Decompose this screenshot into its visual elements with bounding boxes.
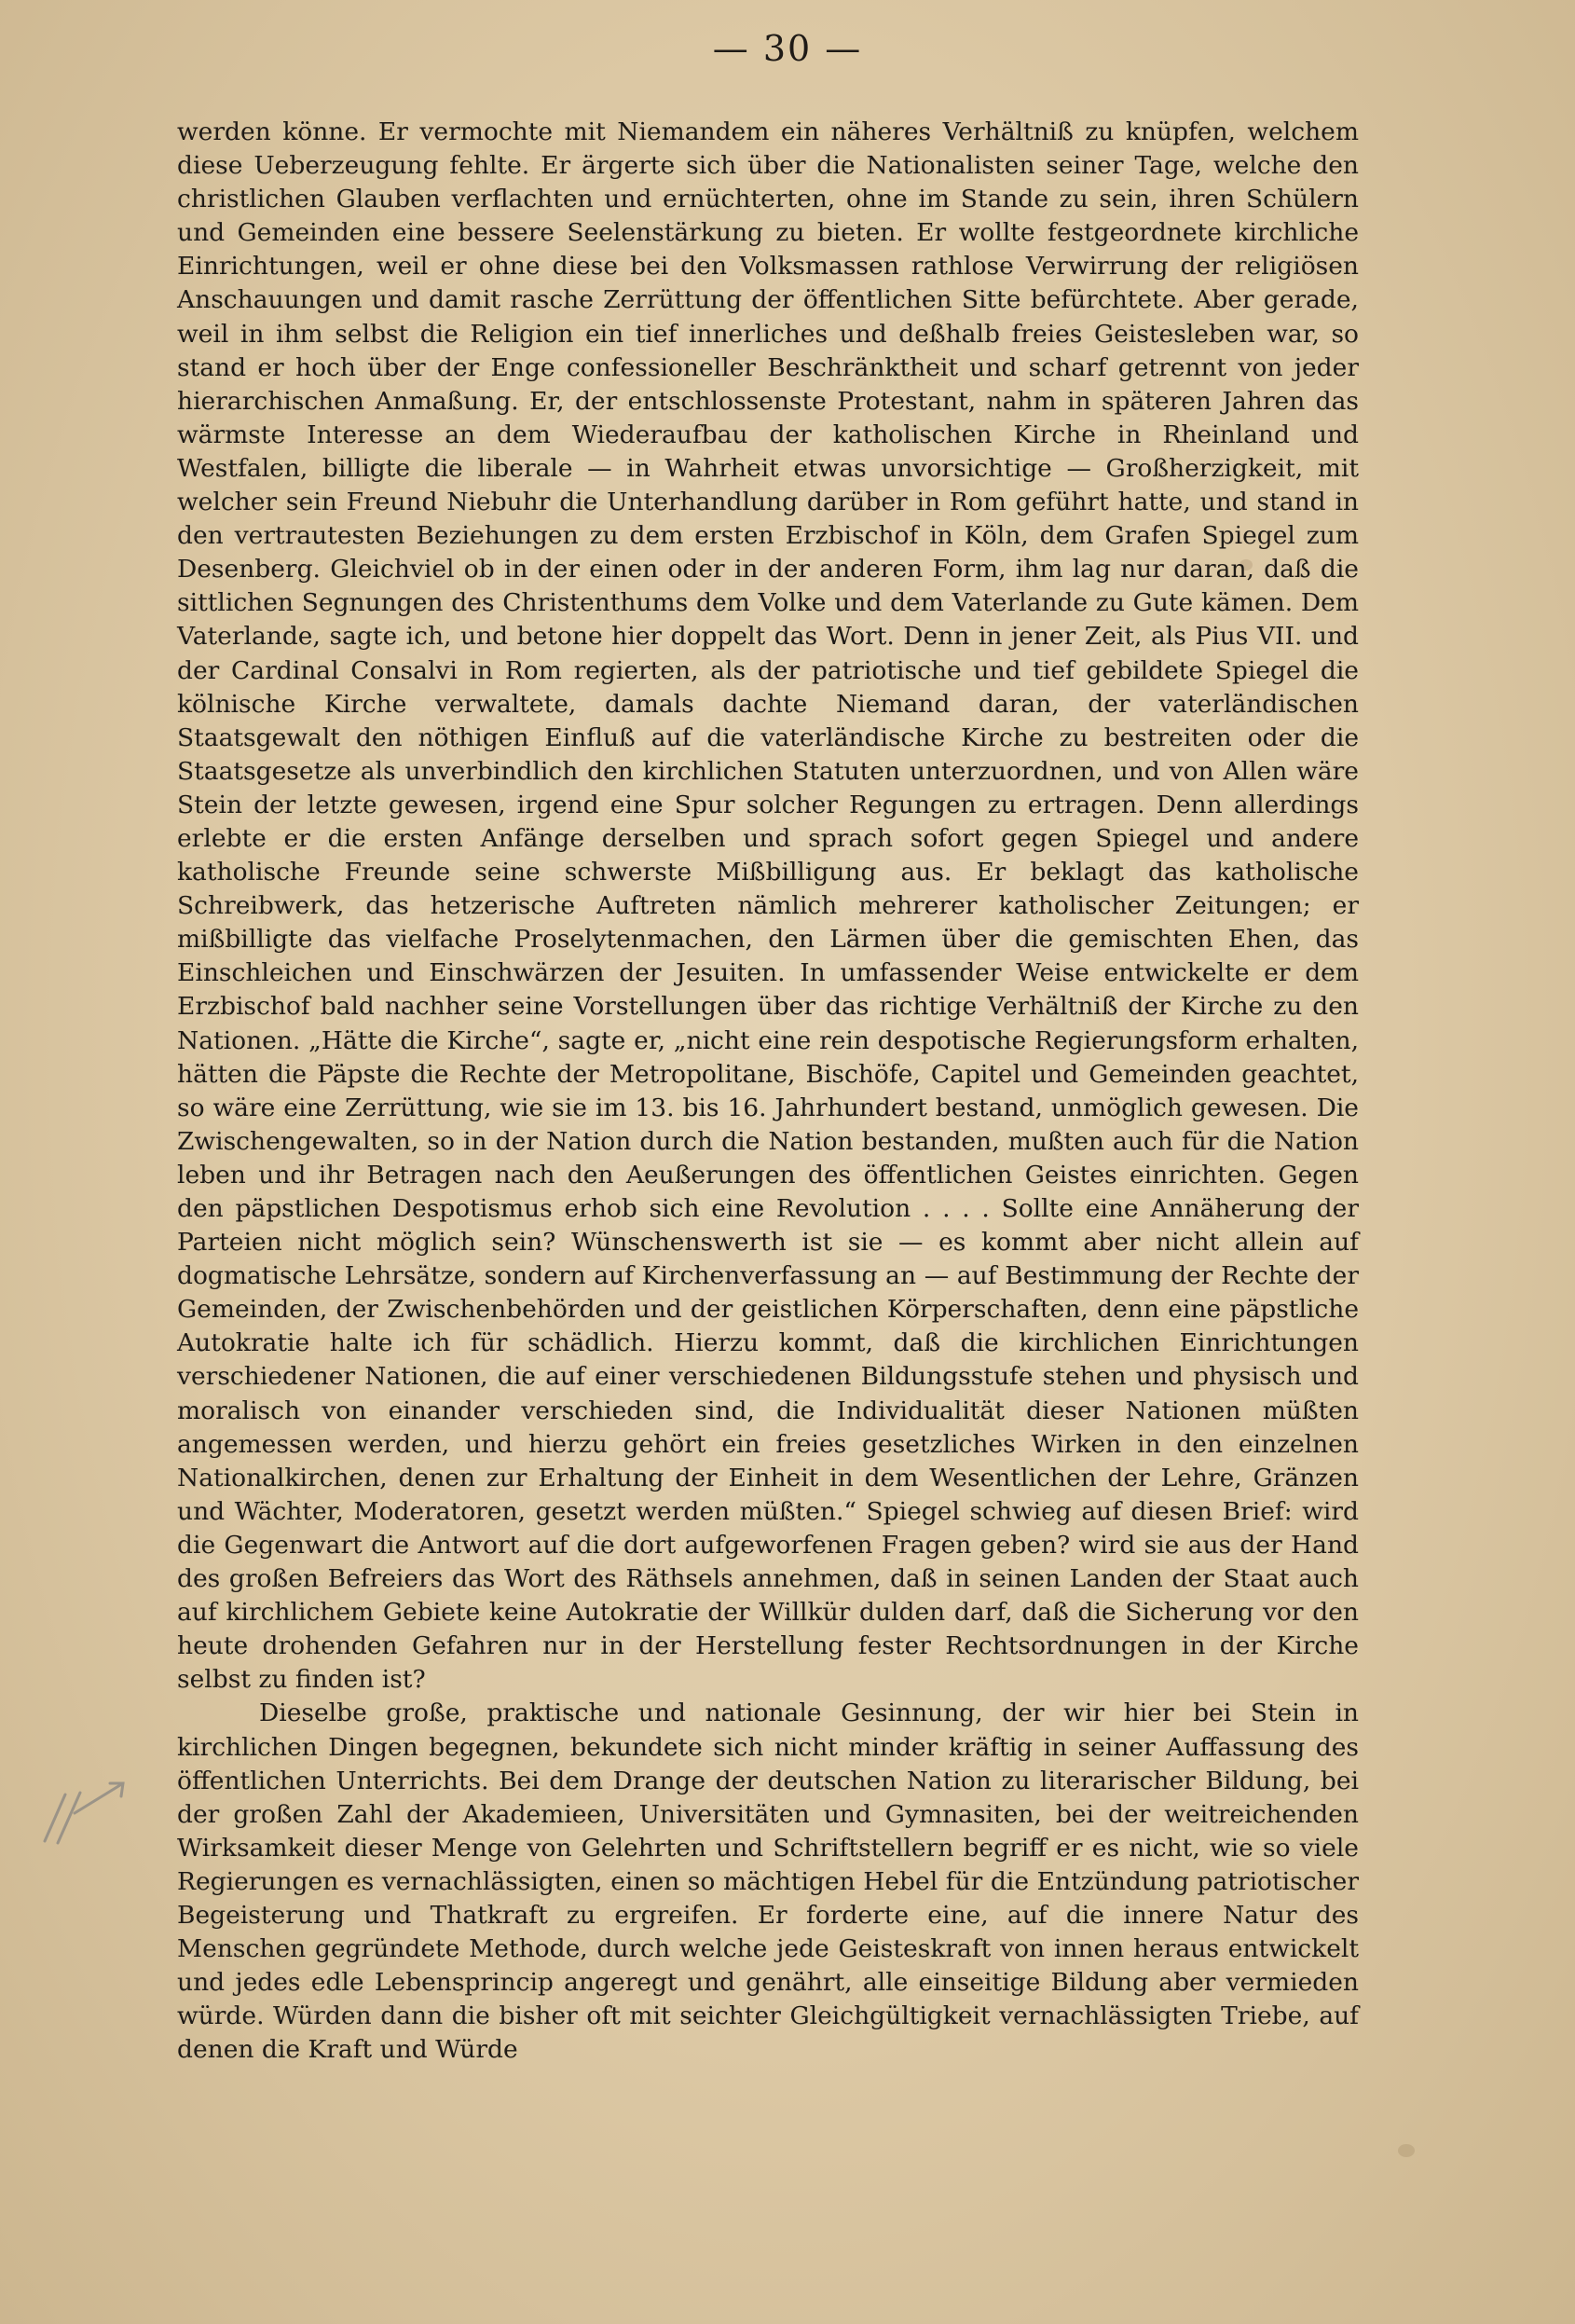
- paragraph: Dieselbe große, praktische und nationale Gesinnung, der wir hier bei Stein in kirchlichen Dingen begegnen, bekundete sich nicht minder kräftig in seiner Auffassung des öffentlichen Unterrichts. Bei dem Drange der deutschen Nation zu literarischer Bildung, bei der großen Zahl der Akademieen, Universitäten und Gymnasiten, bei der weitreichenden Wirksamkeit dieser Menge von Gelehrten und Schriftstellern begriff er es nicht, wie so viele Regierungen es vernachlässigten, einen so mächtigen Hebel für die Entzündung patriotischer Begeisterung und Thatkraft zu ergreifen. Er forderte eine, auf die innere Natur des Menschen gegründete Methode, durch welche jede Geisteskraft von innen heraus entwickelt und jedes edle Lebensprincip angeregt und genährt, alle einseitige Bildung aber vermieden würde. Würden dann die bisher oft mit seichter Gleichgültigkeit vernachlässigten Triebe, auf denen die Kraft und Würde: [177, 1698, 1359, 2065]
- paper-stain: [1398, 2144, 1415, 2157]
- paragraph: werden könne. Er vermochte mit Niemandem ein näheres Verhältniß zu knüpfen, welchem diese Ueberzeugung fehlte. Er ärgerte sich über die Nationalisten seiner Tage, welche den christlichen Glauben verflachten und ernüchterten, ohne im Stande zu sein, ihren Schülern und Gemeinden eine bessere Seelenstärkung zu bieten. Er wollte festgeordnete kirchliche Einrichtungen, weil er ohne diese bei den Volksmassen rathlose Verwirrung der religiösen Anschauungen und damit rasche Zerrüttung der öffentlichen Sitte befürchtete. Aber gerade, weil in ihm selbst die Religion ein tief innerliches und deßhalb freies Geistesleben war, so stand er hoch über der Enge confessioneller Beschränktheit und scharf getrennt von jeder hierarchischen Anmaßung. Er, der entschlossenste Protestant, nahm in späteren Jahren das wärmste Interesse an dem Wiederaufbau der katholischen Kirche in Rheinland und Westfalen, billigte die liberale — in Wahrheit etwas unvorsichtige — Großherzigkeit, mit welcher sein Freund Niebuhr die Unterhandlung darüber in Rom geführt hatte, und stand in den vertrautesten Beziehungen zu dem ersten Erzbischof in Köln, dem Grafen Spiegel zum Desenberg. Gleichviel ob in der einen oder in der anderen Form, ihm lag nur daran, daß die sittlichen Segnungen des Christenthums dem Volke und dem Vaterlande zu Gute kämen. Dem Vaterlande, sagte ich, und betone hier doppelt das Wort. Denn in jener Zeit, als Pius VII. und der Cardinal Consalvi in Rom regierten, als der patriotische und tief gebildete Spiegel die kölnische Kirche verwaltete, damals dachte Niemand daran, der vaterländischen Staatsgewalt den nöthigen Einfluß auf die vaterländische Kirche zu bestreiten oder die Staatsgesetze als unverbindlich den kirchlichen Statuten unterzuordnen, und von Allen wäre Stein der letzte gewesen, irgend eine Spur solcher Regungen zu ertragen. Denn allerdings erlebte er die ersten Anfänge derselben und sprach sofort gegen Spiegel und andere katholische Freunde seine schwerste Mißbilligung aus. Er beklagt das katholische Schreibwerk, das hetzerische Auftreten nämlich mehrerer katholischer Zeitungen; er mißbilligte das vielfache Proselytenmachen, den Lärmen über die gemischten Ehen, das Einschleichen und Einschwärzen der Jesuiten. In umfassender Weise entwickelte er dem Erzbischof bald nachher seine Vorstellungen über das richtige Verhältniß der Kirche zu den Nationen. „Hätte die Kirche“, sagte er, „nicht eine rein despotische Regierungsform erhalten, hätten die Päpste die Rechte der Metropolitane, Bischöfe, Capitel und Gemeinden geachtet, so wäre eine Zerrüttung, wie sie im 13. bis 16. Jahrhundert bestand, unmöglich gewesen. Die Zwischengewalten, so in der Nation durch die Nation bestanden, mußten auch für die Nation leben und ihr Betragen nach den Aeußerungen des öffentlichen Geistes einrichten. Gegen den päpstlichen Despotismus erhob sich eine Revolution . . . . Sollte eine Annäherung der Parteien nicht möglich sein? Wünschenswerth ist sie — es kommt aber nicht allein auf dogmatische Lehrsätze, sondern auf Kirchenverfassung an — auf Bestimmung der Rechte der Gemeinden, der Zwischenbehörden und der geistlichen Körperschaften, denn eine päpstliche Autokratie halte ich für schädlich. Hierzu kommt, daß die kirchlichen Einrichtungen verschiedener Nationen, die auf einer verschiedenen Bildungsstufe stehen und physisch und moralisch von einander verschieden sind, die Individualität dieser Nationen müßten angemessen werden, und hierzu gehört ein freies gesetzliches Wirken in den einzelnen Nationalkirchen, denen zur Erhaltung der Einheit in dem Wesentlichen der Lehre, Gränzen und Wächter, Moderatoren, gesetzt werden müßten.“ Spiegel schwieg auf diesen Brief: wird die Gegenwart die Antwort auf die dort aufgeworfenen Fragen geben? wird sie aus der Hand des großen Befreiers das Wort des Räthsels annehmen, daß in seinen Landen der Staat auch auf kirchlichem Gebiete keine Autokratie der Willkür dulden darf, daß die Sicherung vor den heute drohenden Gefahren nur in der Herstellung fester Rechtsordnungen in der Kirche selbst zu finden ist?: [177, 117, 1359, 1695]
- page-number: — 30 —: [712, 28, 863, 69]
- body-text: [177, 116, 1359, 2067]
- pencil-mark-icon: [37, 1776, 130, 1850]
